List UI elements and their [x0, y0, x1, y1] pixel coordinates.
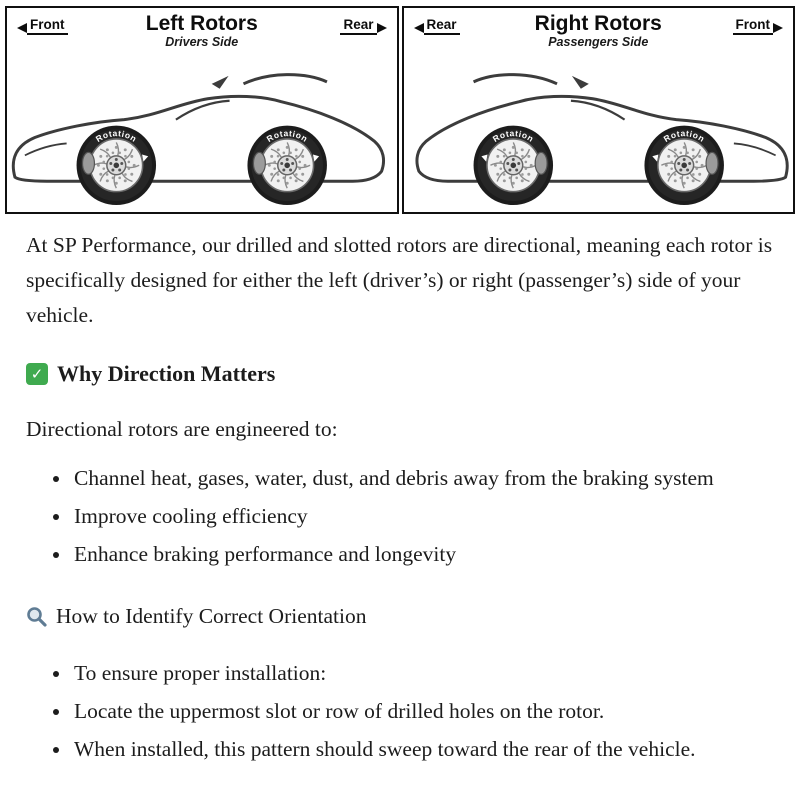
arrow-right-icon	[773, 23, 783, 33]
orientation-bullet-list	[26, 656, 774, 766]
orientation-heading-row	[26, 599, 774, 634]
why-direction-lead: Directional rotors are engineered to:	[26, 417, 338, 442]
direction-label: Rear	[424, 17, 460, 35]
direction-label: Front	[27, 17, 68, 35]
list-item: • Improve cooling efficiency	[72, 499, 760, 534]
panel-title: Left Rotors	[145, 12, 258, 35]
list-item: • Enhance braking performance and longevity	[72, 537, 760, 572]
list-item: • When installed, this pattern should sweep toward the rear of the vehicle.	[72, 732, 760, 767]
rotation-label: Rotation	[490, 128, 536, 144]
list-item: • To ensure proper installation:	[72, 656, 760, 691]
green-check-icon	[26, 363, 48, 385]
right-car-illustration	[404, 59, 794, 212]
arrow-left-icon	[414, 23, 424, 33]
brake-caliper	[706, 152, 718, 174]
brake-caliper	[83, 152, 95, 174]
why-direction-heading-row	[26, 356, 774, 392]
left-panel-header	[7, 8, 397, 59]
rotation-label: Rotation	[93, 128, 139, 144]
magnifier-icon	[26, 606, 47, 627]
list-item: • Locate the uppermost slot or row of drilled holes on the rotor.	[72, 694, 760, 729]
brake-caliper	[253, 152, 265, 174]
list-item: • Channel heat, gases, water, dust, and debris away from the braking system	[72, 461, 760, 496]
rotation-label: Rotation	[661, 128, 707, 144]
panel-title: Right Rotors	[534, 12, 662, 35]
panel-subtitle: Drivers Side	[165, 35, 239, 50]
section-heading: How to Identify Correct Orientation	[56, 604, 367, 629]
arrow-left-icon	[17, 23, 27, 33]
section-heading: Why Direction Matters	[57, 361, 276, 387]
why-direction-bullet-list	[26, 461, 774, 571]
rear-direction-arrow	[414, 17, 460, 35]
left-car-illustration	[7, 59, 397, 212]
rear-direction-arrow	[340, 17, 386, 35]
rotor-direction-diagram	[0, 0, 800, 214]
article-body	[0, 214, 800, 780]
front-direction-arrow	[17, 17, 68, 35]
right-panel-header	[404, 8, 794, 59]
left-rotors-panel	[5, 6, 399, 214]
panel-subtitle: Passengers Side	[548, 35, 649, 50]
brake-caliper	[535, 152, 547, 174]
arrow-right-icon	[377, 23, 387, 33]
rotation-label: Rotation	[264, 128, 310, 144]
front-direction-arrow	[733, 17, 784, 35]
right-rotors-panel	[402, 6, 796, 214]
intro-paragraph: At SP Performance, our drilled and slotted rotors are directional, meaning each rotor is specifically designed for either the left (driver’s) or right (passenger’s) side of your vehicle.	[26, 233, 773, 327]
direction-label: Rear	[340, 17, 376, 35]
direction-label: Front	[733, 17, 774, 35]
